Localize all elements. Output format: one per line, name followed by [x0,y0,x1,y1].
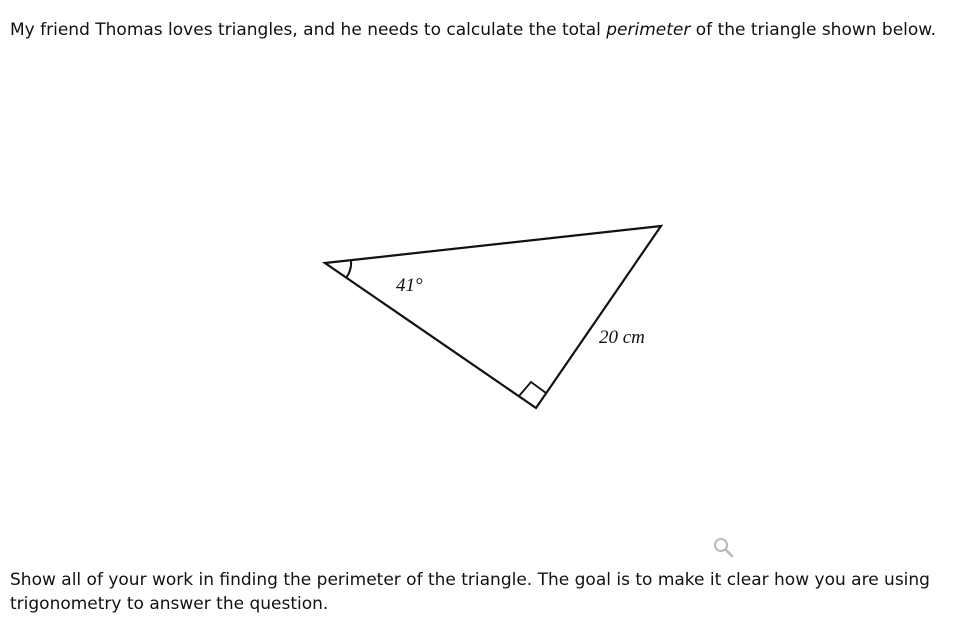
prompt-emphasis: perimeter [606,20,691,40]
side-label: 20 cm [599,327,645,348]
prompt-text-end: of the triangle shown below. [690,20,937,40]
instructions-text: Show all of your work in finding the perimeter of the triangle. The goal is to make it clear how you are using trigonometry to answer the question. [10,570,930,614]
angle-arc [346,260,351,278]
angle-label: 41° [396,275,423,296]
magnifier-icon[interactable] [712,536,736,560]
right-angle-marker [519,382,546,396]
triangle-shape [325,226,661,408]
magnifier-icon-glyph [712,536,736,560]
prompt-text-start: My friend Thomas loves triangles, and he needs to calculate the total [10,20,607,40]
